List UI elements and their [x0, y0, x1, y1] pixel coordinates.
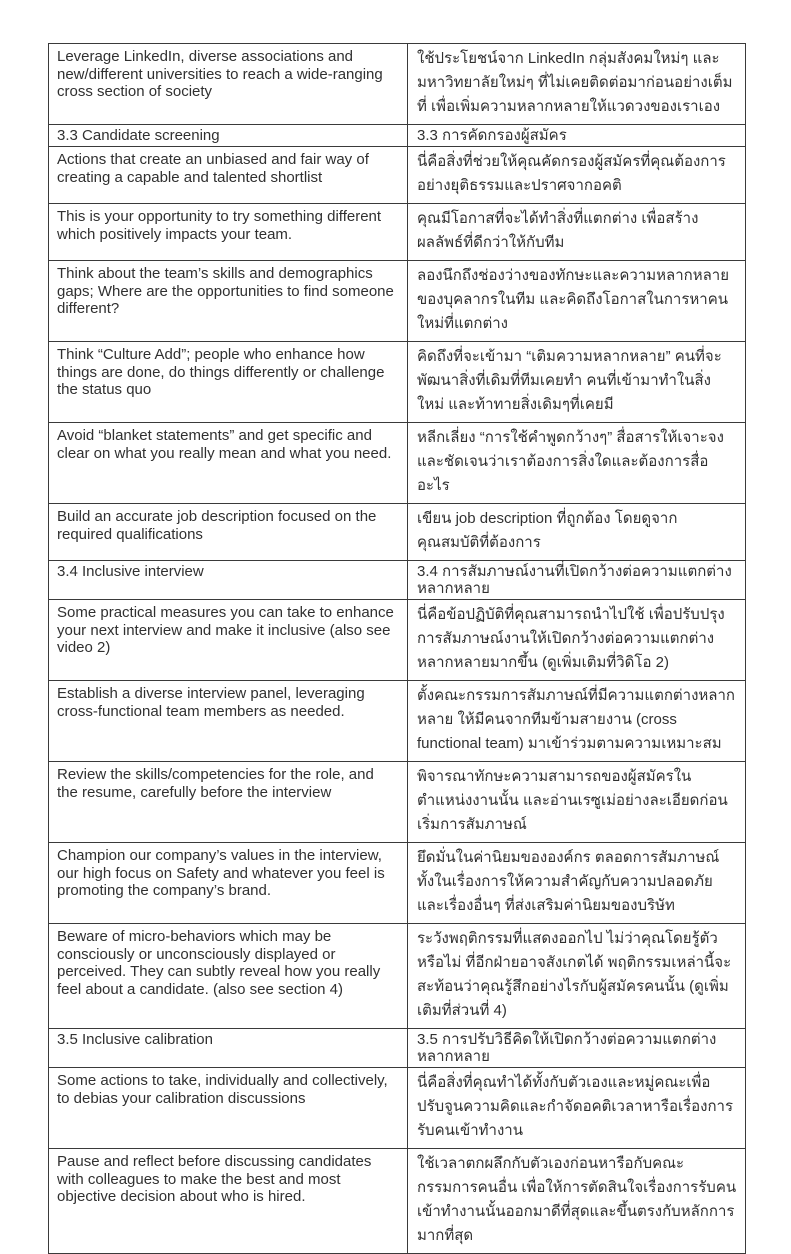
- table-cell-thai: ยึดมั่นในค่านิยมขององค์กร ตลอดการสัมภาษณ์ ทั้งในเรื่องการให้ความสำคัญกับความปลอดภัย และเรื่องอื่นๆ ที่ส่งเสริมค่านิยมของบริษัท: [408, 843, 746, 924]
- table-cell-thai: พิจารณาทักษะความสามารถของผู้สมัครในตำแหน่งงานนั้น และอ่านเรซูเม่อย่างละเอียดก่อนเริ่มการสัมภาษณ์: [408, 762, 746, 843]
- table-cell-thai: ลองนึกถึงช่องว่างของทักษะและความหลากหลายของบุคลากรในทีม และคิดถึงโอกาสในการหาคนใหม่ที่แตกต่าง: [408, 261, 746, 342]
- table-row-section-header: [49, 1029, 746, 1068]
- table-row: [49, 600, 746, 681]
- table-cell-thai: คุณมีโอกาสที่จะได้ทำสิ่งที่แตกต่าง เพื่อสร้างผลลัพธ์ที่ดีกว่าให้กับทีม: [408, 204, 746, 261]
- table-cell-english: This is your opportunity to try something different which positively impacts your team.: [49, 204, 408, 261]
- table-row: [49, 504, 746, 561]
- table-cell-english: Actions that create an unbiased and fair way of creating a capable and talented shortlist: [49, 147, 408, 204]
- table-cell-thai: ระวังพฤติกรรมที่แสดงออกไป ไม่ว่าคุณโดยรู้ตัวหรือไม่ ที่อีกฝ่ายอาจสังเกตได้ พฤติกรรมเหล่านี้จะสะท้อนว่าคุณรู้สึกอย่างไรกับผู้สมัครคนนั้น (ดูเพิ่มเติมที่ส่วนที่ 4): [408, 924, 746, 1029]
- table-row: [49, 1068, 746, 1149]
- table-row: [49, 342, 746, 423]
- table-cell-thai: นี่คือข้อปฏิบัติที่คุณสามารถนำไปใช้ เพื่อปรับปรุงการสัมภาษณ์งานให้เปิดกว้างต่อความแตกต่างหลากหลายมากขึ้น (ดูเพิ่มเติมที่วิดิโอ 2): [408, 600, 746, 681]
- table-cell-english: Build an accurate job description focused on the required qualifications: [49, 504, 408, 561]
- table-cell-english: Some actions to take, individually and collectively, to debias your calibration discussions: [49, 1068, 408, 1149]
- table-cell-english: Think about the team’s skills and demographics gaps; Where are the opportunities to find someone different?: [49, 261, 408, 342]
- table-row: [49, 147, 746, 204]
- table-cell-thai: 3.4 การสัมภาษณ์งานที่เปิดกว้างต่อความแตกต่างหลากหลาย: [408, 561, 746, 600]
- table-cell-thai: 3.5 การปรับวิธีคิดให้เปิดกว้างต่อความแตกต่างหลากหลาย: [408, 1029, 746, 1068]
- table-row: [49, 843, 746, 924]
- table-cell-english: 3.4 Inclusive interview: [49, 561, 408, 600]
- table-cell-english: Champion our company’s values in the interview, our high focus on Safety and whatever you feel is promoting the company’s brand.: [49, 843, 408, 924]
- table-cell-thai: เขียน job description ที่ถูกต้อง โดยดูจากคุณสมบัติที่ต้องการ: [408, 504, 746, 561]
- table-row: [49, 924, 746, 1029]
- table-cell-thai: หลีกเลี่ยง “การใช้คำพูดกว้างๆ” สื่อสารให้เจาะจงและชัดเจนว่าเราต้องการสิ่งใดและต้องการสื่ออะไร: [408, 423, 746, 504]
- table-row-section-header: [49, 561, 746, 600]
- table-row-section-header: [49, 125, 746, 147]
- table-row: [49, 204, 746, 261]
- table-cell-english: 3.3 Candidate screening: [49, 125, 408, 147]
- table-cell-english: Review the skills/competencies for the role, and the resume, carefully before the interview: [49, 762, 408, 843]
- table-cell-english: Think “Culture Add”; people who enhance how things are done, do things differently or challenge the status quo: [49, 342, 408, 423]
- table-row: [49, 423, 746, 504]
- table-cell-thai: 3.3 การคัดกรองผู้สมัคร: [408, 125, 746, 147]
- table-cell-english: Pause and reflect before discussing candidates with colleagues to make the best and most objective decision about who is hired.: [49, 1149, 408, 1254]
- table-row: [49, 1149, 746, 1254]
- table-cell-thai: นี่คือสิ่งที่คุณทำได้ทั้งกับตัวเองและหมู่คณะเพื่อปรับจูนความคิดและกำจัดอคติเวลาหารือเรื่องการรับคนเข้าทำงาน: [408, 1068, 746, 1149]
- bilingual-guidance-table: [48, 43, 746, 1254]
- table-row: [49, 681, 746, 762]
- table-row: [49, 261, 746, 342]
- table-cell-thai: คิดถึงที่จะเข้ามา “เติมความหลากหลาย” คนที่จะพัฒนาสิ่งที่เดิมที่ทีมเคยทำ คนที่เข้ามาทำในสิ่งใหม่ และท้าทายสิ่งเดิมๆที่เคยมี: [408, 342, 746, 423]
- table-cell-english: Some practical measures you can take to enhance your next interview and make it inclusive (also see video 2): [49, 600, 408, 681]
- table-cell-thai: ตั้งคณะกรรมการสัมภาษณ์ที่มีความแตกต่างหลากหลาย ให้มีคนจากทีมข้ามสายงาน (cross functional team) มาเข้าร่วมตามความเหมาะสม: [408, 681, 746, 762]
- table-row: [49, 762, 746, 843]
- table-cell-english: Establish a diverse interview panel, leveraging cross-functional team members as needed.: [49, 681, 408, 762]
- table-cell-thai: ใช้เวลาตกผลึกกับตัวเองก่อนหารือกับคณะกรรมการคนอื่น เพื่อให้การตัดสินใจเรื่องการรับคนเข้าทำงานนั้นออกมาดีที่สุดและขึ้นตรงกับหลักการมากที่สุด: [408, 1149, 746, 1254]
- table-cell-thai: ใช้ประโยชน์จาก LinkedIn กลุ่มสังคมใหม่ๆ และมหาวิทยาลัยใหม่ๆ ที่ไม่เคยติดต่อมาก่อนอย่างเต็มที่ เพื่อเพิ่มความหลากหลายให้แวดวงของเราเอง: [408, 44, 746, 125]
- table-cell-english: Avoid “blanket statements” and get specific and clear on what you really mean and what you need.: [49, 423, 408, 504]
- table-cell-english: Leverage LinkedIn, diverse associations and new/different universities to reach a wide-ranging cross section of society: [49, 44, 408, 125]
- table-cell-english: Beware of micro-behaviors which may be consciously or unconsciously displayed or perceived. They can subtly reveal how you really feel about a candidate. (also see section 4): [49, 924, 408, 1029]
- table-cell-thai: นี่คือสิ่งที่ช่วยให้คุณคัดกรองผู้สมัครที่คุณต้องการอย่างยุติธรรมและปราศจากอคติ: [408, 147, 746, 204]
- table-cell-english: 3.5 Inclusive calibration: [49, 1029, 408, 1068]
- table-row: [49, 44, 746, 125]
